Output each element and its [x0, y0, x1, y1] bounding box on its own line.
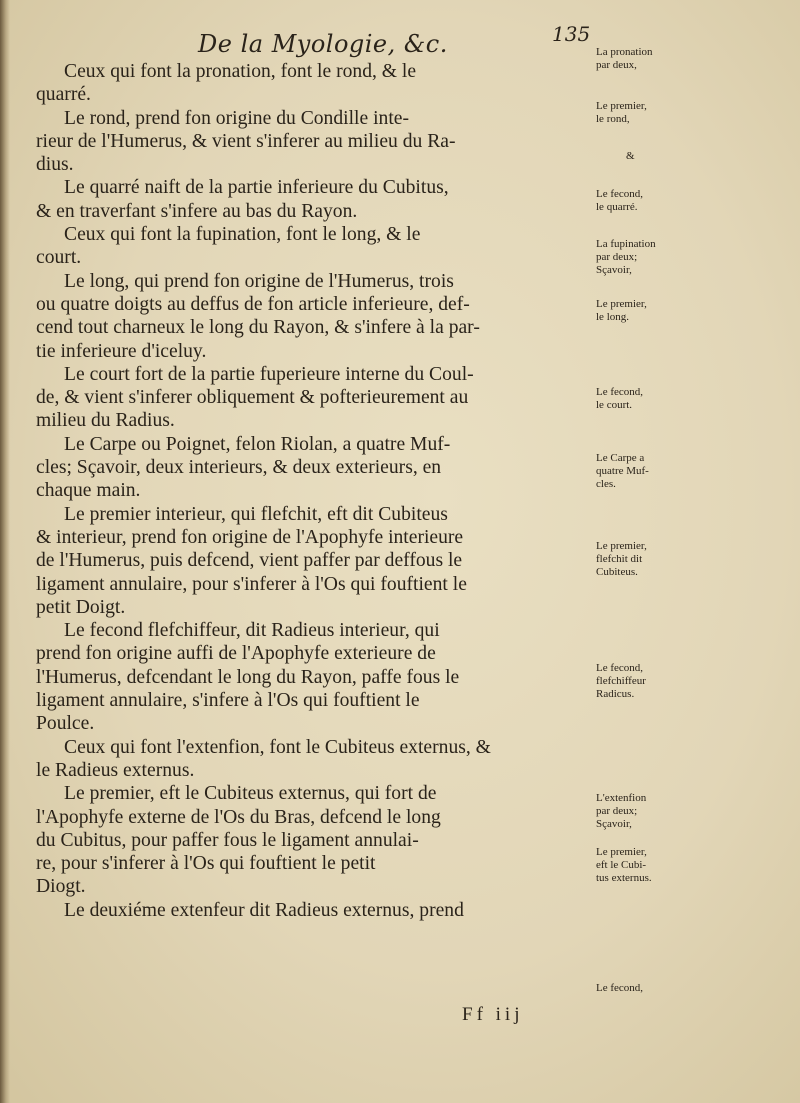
- margin-note: Le fecond, flefchiffeur Radicus.: [596, 662, 646, 700]
- margin-note: Le premier, le long.: [596, 298, 647, 323]
- text-line: ou quatre doigts au deffus de fon article inferieure, def-: [36, 293, 470, 315]
- text-line: Le deuxiéme extenfeur dit Radieus externus, prend: [64, 899, 464, 921]
- text-line: petit Doigt.: [36, 596, 126, 618]
- text-line: quarré.: [36, 84, 91, 106]
- margin-note: La fupination par deux; Sçavoir,: [596, 238, 656, 276]
- text-line: Le Carpe ou Poignet, felon Riolan, a quatre Muf-: [64, 433, 451, 455]
- text-line: du Cubitus, pour paffer fous le ligament annulai-: [36, 829, 419, 851]
- text-line: Ceux qui font l'extenfion, font le Cubiteus externus, &: [64, 736, 491, 758]
- running-head: De la Myologie, &c.: [198, 30, 448, 58]
- text-line: Ceux qui font la pronation, font le rond, & le: [64, 61, 417, 82]
- text-line: rieur de l'Humerus, & vient s'inferer au milieu du Ra-: [36, 130, 456, 152]
- text-line: Le long, qui prend fon origine de l'Humerus, trois: [64, 270, 454, 292]
- text-line: re, pour s'inferer à l'Os qui fouftient le petit: [36, 853, 376, 875]
- text-line: Diogt.: [36, 876, 86, 898]
- page-number: 135: [552, 22, 591, 46]
- page-gutter-shadow: [0, 0, 10, 1103]
- margin-note: Le fecond, le quarré.: [596, 188, 644, 213]
- text-line: ligament annulaire, s'infere à l'Os qui fouftient le: [36, 690, 420, 712]
- margin-note: L'extenfion par deux; Sçavoir,: [596, 792, 647, 830]
- text-line: tie inferieure d'iceluy.: [36, 340, 207, 362]
- text-line: & en traverfant s'infere au bas du Rayon.: [36, 200, 358, 222]
- text-line: dius.: [36, 154, 74, 176]
- text-line: Le premier, eft le Cubiteus externus, qui fort de: [64, 783, 437, 805]
- text-line: Le premier interieur, qui flefchit, eft dit Cubiteus: [64, 503, 448, 525]
- text-line: Le court fort de la partie fuperieure interne du Coul-: [64, 363, 474, 385]
- margin-note: Le fecond,: [596, 982, 644, 994]
- body-text: [36, 60, 596, 922]
- text-line: l'Humerus, defcendant le long du Rayon, paffe fous le: [36, 666, 460, 688]
- text-line: ligament annulaire, pour s'inferer à l'Os qui fouftient le: [36, 573, 467, 595]
- signature-mark: Ff iij: [462, 1004, 524, 1025]
- margin-note: &: [626, 150, 635, 162]
- margin-note: Le premier, eft le Cubi- tus externus.: [596, 846, 652, 884]
- text-line: cend tout charneux le long du Rayon, & s'infere à la par-: [36, 317, 480, 339]
- text-line: Le quarré naift de la partie inferieure du Cubitus,: [64, 177, 449, 199]
- text-line: de l'Humerus, puis defcend, vient paffer par deffous le: [36, 550, 463, 572]
- text-line: Poulce.: [36, 713, 95, 735]
- text-line: Ceux qui font la fupination, font le long, & le: [64, 224, 421, 246]
- margin-note: Le Carpe a quatre Muf- cles.: [596, 452, 649, 490]
- text-line: Le fecond flefchiffeur, dit Radieus interieur, qui: [64, 620, 440, 642]
- text-line: court.: [36, 247, 82, 269]
- text-line: le Radieus externus.: [36, 759, 195, 781]
- text-line: cles; Sçavoir, deux interieurs, & deux exterieurs, en: [36, 457, 442, 479]
- text-line: milieu du Radius.: [36, 410, 175, 432]
- text-line: prend fon origine auffi de l'Apophyfe exterieure de: [36, 643, 436, 665]
- margin-note: La pronation par deux,: [596, 46, 653, 71]
- margin-note: Le premier, flefchit dit Cubiteus.: [596, 540, 647, 578]
- text-line: de, & vient s'inferer obliquement & pofterieurement au: [36, 387, 469, 409]
- margin-note: Le fecond, le court.: [596, 386, 644, 411]
- text-line: Le rond, prend fon origine du Condille inte-: [64, 107, 409, 129]
- text-line: chaque main.: [36, 480, 141, 502]
- margin-note: Le premier, le rond,: [596, 100, 647, 125]
- text-line: l'Apophyfe externe de l'Os du Bras, defcend le long: [36, 806, 441, 828]
- text-line: & interieur, prend fon origine de l'Apophyfe interieure: [36, 526, 464, 548]
